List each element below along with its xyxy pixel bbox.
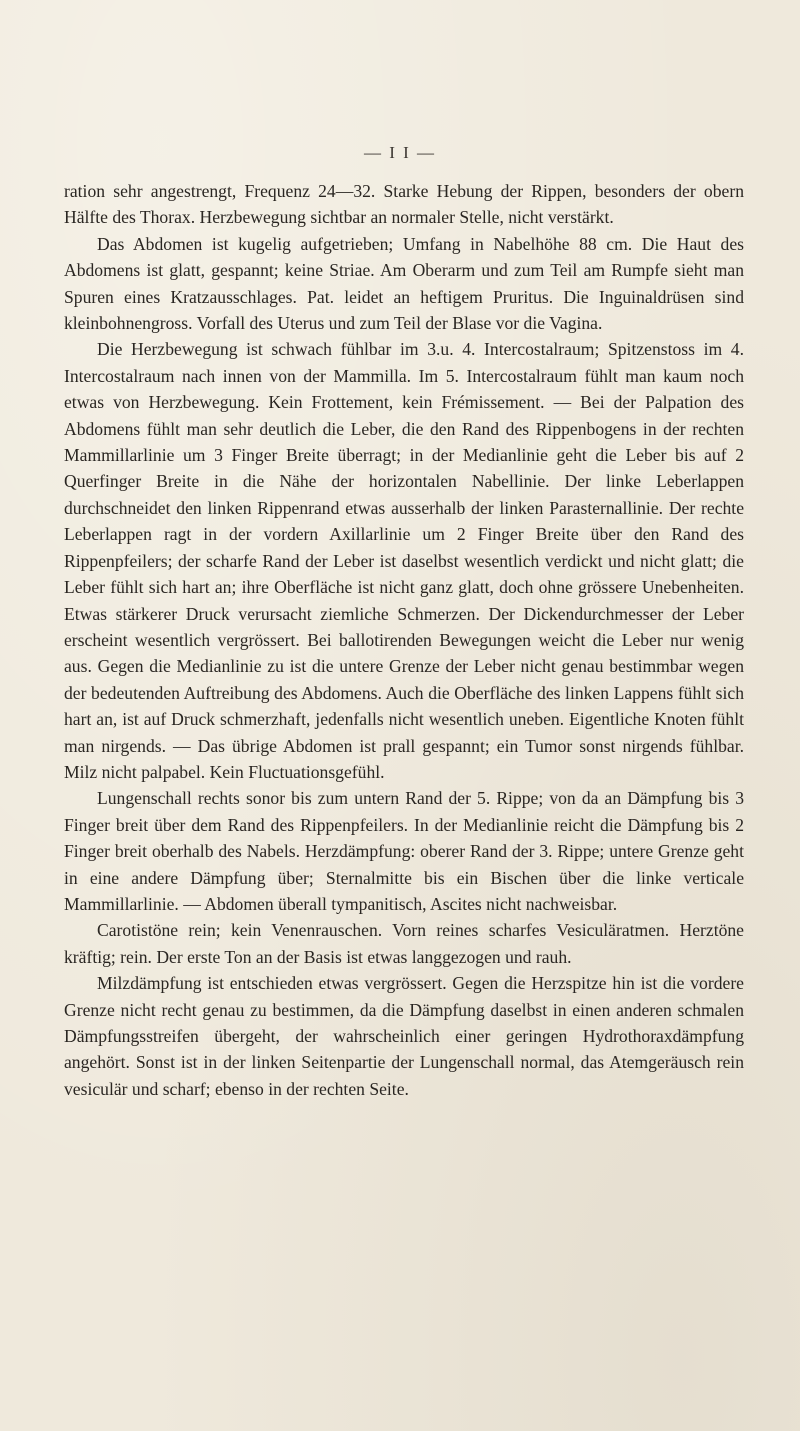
paragraph-carotistoene: Carotistöne rein; kein Venenrauschen. Vorn reines scharfes Vesiculäratmen. Herztöne kräftig; rein. Der erste Ton an der Basis ist etwas langgezogen und rauh.	[64, 920, 744, 967]
body-text	[64, 178, 744, 1102]
page-number: — I I —	[363, 143, 437, 162]
paragraph-milzdaempfung: Milzdämpfung ist entschieden etwas vergrössert. Gegen die Herzspitze hin ist die vordere Grenze nicht recht genau zu bestimmen, da die Dämpfung daselbst in einen anderen schmalen Dämpfungsstreifen übergeht, der wahrscheinlich einer geringen Hydrothoraxdämpfung angehört. Sonst ist in der linken Seitenpartie der Lungenschall normal, das Atemgeräusch rein vesiculär und scharf; ebenso in der rechten Seite.	[64, 973, 744, 1099]
paragraph-continuation: ration sehr angestrengt, Frequenz 24—32. Starke Hebung der Rippen, besonders der obern Hälfte des Thorax. Herzbewegung sichtbar an normaler Stelle, nicht verstärkt.	[64, 181, 744, 228]
paragraph-lungenschall: Lungenschall rechts sonor bis zum untern Rand der 5. Rippe; von da an Dämpfung bis 3 Finger breit über dem Rand des Rippenpfeilers. In der Medianlinie reicht die Dämpfung bis 2 Finger breit oberhalb des Nabels. Herzdämpfung: oberer Rand der 3. Rippe; untere Grenze geht in eine andere Dämpfung über; Sternalmitte bis ein Bischen über die linke verticale Mammillarlinie. — Abdomen überall tympanitisch, Ascites nicht nachweisbar.	[64, 788, 744, 914]
paragraph-abdomen: Das Abdomen ist kugelig aufgetrieben; Umfang in Nabelhöhe 88 cm. Die Haut des Abdomens ist glatt, gespannt; keine Striae. Am Oberarm und zum Teil am Rumpfe sieht man Spuren eines Kratzausschlages. Pat. leidet an heftigem Pruritus. Die Inguinaldrüsen sind kleinbohnengross. Vorfall des Uterus und zum Teil der Blase vor die Vagina.	[64, 233, 744, 334]
paragraph-herzbewegung: Die Herzbewegung ist schwach fühlbar im 3.u. 4. Intercostalraum; Spitzenstoss im 4. Intercostalraum nach innen von der Mammilla. Im 5. Intercostalraum fühlt man kaum noch etwas von Herzbewegung. Kein Frottement, kein Frémissement. — Bei der Palpation des Abdomens fühlt man sehr deutlich die Leber, die den Rand des Rippenbogens in der rechten Mammillarlinie um 3 Finger Breite überragt; in der Medianlinie geht die Leber bis auf 2 Querfinger Breite in die Nähe der horizontalen Nabellinie. Der linke Leberlappen durchschneidet den linken Rippenrand etwas ausserhalb der linken Parasternallinie. Der rechte Leberlappen ragt in der vordern Axillarlinie um 2 Finger Breite über den Rand des Rippenpfeilers; der scharfe Rand der Leber ist daselbst wesentlich verdickt und nicht glatt; die Leber fühlt sich hart an; ihre Oberfläche ist nicht ganz glatt, doch ohne grössere Unebenheiten. Etwas stärkerer Druck verursacht ziemliche Schmerzen. Der Dickendurchmesser der Leber erscheint wesentlich vergrössert. Bei ballotirenden Bewegungen weicht die Leber nur wenig aus. Gegen die Medianlinie zu ist die untere Grenze der Leber nicht genau bestimmbar wegen der bedeutenden Auftreibung des Abdomens. Auch die Oberfläche des linken Lappens fühlt sich hart an, ist auf Druck schmerzhaft, jedenfalls nicht wesentlich uneben. Eigentliche Knoten fühlt man nirgends. — Das übrige Abdomen ist prall gespannt; ein Tumor sonst nirgends fühlbar. Milz nicht palpabel. Kein Fluctuationsgefühl.	[64, 339, 744, 782]
